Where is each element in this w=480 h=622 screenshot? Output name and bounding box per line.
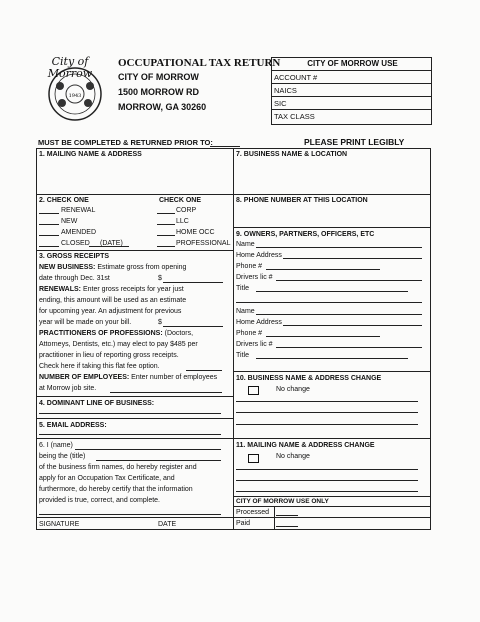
owner2-name-label: Name — [236, 308, 255, 315]
processed-field[interactable] — [276, 515, 298, 516]
s10-no-change-label: No change — [276, 386, 310, 393]
s6-name-label: 6. I (name) — [39, 442, 73, 449]
professional-option[interactable]: PROFESSIONAL — [176, 240, 231, 247]
print-note: PLEASE PRINT LEGIBLY — [304, 137, 405, 147]
owner1-phone-label: Phone # — [236, 263, 263, 270]
closed-date-label: (DATE) — [100, 240, 123, 247]
owner2-name-field[interactable] — [256, 314, 422, 315]
center-divider — [233, 148, 234, 530]
paid-field[interactable] — [276, 526, 298, 527]
owner2-title-label: Title — [236, 352, 249, 359]
owner1-name-label: Name — [236, 241, 255, 248]
date-label: DATE — [158, 521, 177, 528]
city-use-only-heading: CITY OF MORROW USE ONLY — [236, 498, 329, 505]
s11-no-change-checkbox[interactable] — [248, 454, 259, 463]
owner1-home-label: Home Address — [236, 252, 282, 259]
renewal-amount-field[interactable] — [163, 326, 223, 327]
owner2-title-field[interactable] — [256, 358, 408, 359]
s3-line-7: PRACTITIONERS OF PROFESSIONS: (Doctors, — [39, 330, 194, 337]
owner1-title-field[interactable] — [256, 291, 408, 292]
s3-line-3: RENEWALS: Enter gross receipts for year just — [39, 286, 184, 293]
naics-field[interactable]: NAICS — [272, 84, 431, 97]
owner2-home-field[interactable] — [283, 325, 422, 326]
s6-name-field[interactable] — [75, 449, 221, 450]
form-title: OCCUPATIONAL TAX RETURN — [118, 57, 281, 69]
amended-option[interactable]: AMENDED — [61, 229, 97, 236]
owner1-phone-field[interactable] — [266, 269, 380, 270]
s6-line-3: of the business firm names, do hereby register and — [39, 464, 197, 471]
s11-no-change-label: No change — [276, 453, 310, 460]
signature-field[interactable] — [39, 514, 221, 515]
owner1-title-label: Title — [236, 285, 249, 292]
tax-class-field[interactable]: TAX CLASS — [274, 112, 315, 121]
s10-no-change-checkbox[interactable] — [248, 386, 259, 395]
seal-script: City of Morrow — [47, 55, 93, 80]
owner2-home-label: Home Address — [236, 319, 282, 326]
check-one-type-heading: CHECK ONE — [159, 197, 202, 204]
processed-label: Processed — [236, 509, 270, 516]
s3-line-2: date through Dec. 31st — [39, 275, 110, 282]
s3-line-4: ending, this amount will be used as an estimate — [39, 297, 187, 304]
section-9-heading: 9. OWNERS, PARTNERS, OFFICERS, ETC — [236, 231, 375, 238]
city-seal — [40, 50, 110, 122]
section-11-heading: 11. MAILING NAME & ADDRESS CHANGE — [236, 442, 375, 449]
new-business-dollar: $ — [158, 275, 162, 282]
section-5-heading: 5. EMAIL ADDRESS: — [39, 422, 107, 429]
s3-line-6: year will be made on your bill. — [39, 319, 132, 326]
renewal-option[interactable]: RENEWAL — [61, 207, 96, 214]
s3-line-9: practitioner in lieu of reporting gross receipts. — [39, 352, 179, 359]
address-line-3: MORROW, GA 30260 — [118, 102, 207, 112]
account-field[interactable]: ACCOUNT # — [272, 71, 431, 84]
owner1-name-field[interactable] — [256, 247, 422, 248]
section-3-heading: 3. GROSS RECEIPTS — [39, 253, 110, 260]
s3-line-11: NUMBER OF EMPLOYEES: Enter number of employees — [39, 374, 218, 381]
owner1-dl-field[interactable] — [276, 280, 422, 281]
paid-label: Paid — [236, 520, 251, 527]
address-line-2: 1500 MORROW RD — [118, 87, 200, 97]
section-1-heading: 1. MAILING NAME & ADDRESS — [39, 151, 142, 158]
city-use-title: CITY OF MORROW USE — [272, 58, 431, 71]
corp-option[interactable]: CORP — [176, 207, 197, 214]
s6-title-label: being the (title) — [39, 453, 86, 460]
owner1-home-field[interactable] — [283, 258, 422, 259]
new-option[interactable]: NEW — [61, 218, 78, 225]
employees-field[interactable] — [110, 392, 222, 393]
owner2-phone-label: Phone # — [236, 330, 263, 337]
section-8-heading: 8. PHONE NUMBER AT THIS LOCATION — [236, 197, 368, 204]
s3-line-5: for upcoming year. An adjustment for previous — [39, 308, 182, 315]
section-2-heading: 2. CHECK ONE — [39, 197, 89, 204]
s6-line-5: furthermore, do hereby certify that the information — [39, 486, 193, 493]
deadline-line[interactable] — [210, 146, 240, 147]
section-10-heading: 10. BUSINESS NAME & ADDRESS CHANGE — [236, 375, 382, 382]
city-use-box — [271, 57, 432, 125]
new-business-amount-field[interactable] — [163, 282, 223, 283]
svg-text:1943: 1943 — [68, 93, 82, 99]
sic-field[interactable]: SIC — [272, 97, 431, 110]
flat-fee-checkline[interactable] — [186, 370, 222, 371]
owner1-dl-label: Drivers lic # — [236, 274, 273, 281]
owner2-dl-field[interactable] — [276, 347, 422, 348]
s3-line-10: Check here if taking this flat fee option. — [39, 363, 160, 370]
s6-title-field[interactable] — [96, 460, 221, 461]
address-line-1: CITY OF MORROW — [118, 72, 199, 82]
s6-line-4: apply for an Occupation Tax Certificate, and — [39, 475, 175, 482]
renewal-dollar: $ — [158, 319, 162, 326]
s3-line-12: at Morrow job site. — [39, 385, 97, 392]
email-field[interactable] — [39, 434, 221, 435]
s3-line-1: NEW BUSINESS: Estimate gross from opening — [39, 264, 187, 271]
section-7-heading: 7. BUSINESS NAME & LOCATION — [236, 151, 348, 158]
closed-option[interactable]: CLOSED — [61, 240, 90, 247]
s3-line-8: Attorneys, Dentists, etc.) may elect to pay $485 per — [39, 341, 198, 348]
s6-line-6: provided is true, correct, and complete. — [39, 497, 161, 504]
signature-label: SIGNATURE — [39, 521, 80, 528]
llc-option[interactable]: LLC — [176, 218, 189, 225]
dominant-business-field[interactable] — [39, 413, 221, 414]
owner2-phone-field[interactable] — [266, 336, 380, 337]
section-4-heading: 4. DOMINANT LINE OF BUSINESS: — [39, 400, 155, 407]
home-occ-option[interactable]: HOME OCC — [176, 229, 215, 236]
owner2-dl-label: Drivers lic # — [236, 341, 273, 348]
deadline-note: MUST BE COMPLETED & RETURNED PRIOR TO: — [38, 138, 213, 147]
